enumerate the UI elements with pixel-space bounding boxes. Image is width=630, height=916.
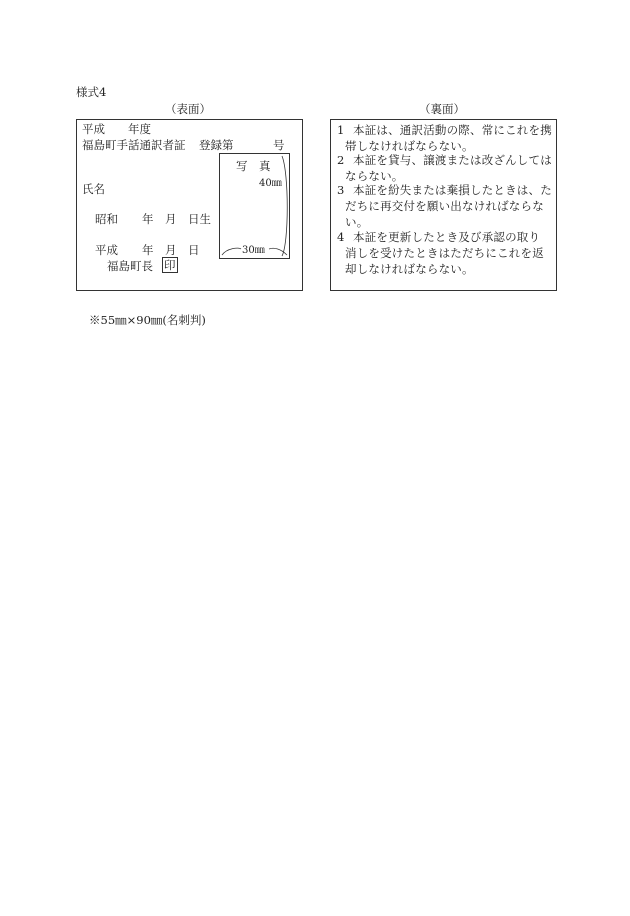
back-item-3-line1: 本証を紛失または棄損したときは、た xyxy=(353,183,552,197)
back-item-4-num: 4 xyxy=(337,230,345,244)
back-item-2 xyxy=(337,152,553,184)
issuer-title: 福島町長 xyxy=(107,259,153,273)
front-heading: （表面） xyxy=(165,102,211,116)
photo-label: 写 真 xyxy=(236,159,271,173)
back-item-2-line1: 本証を貸与、譲渡または改ざんしては xyxy=(353,153,552,167)
seal-label: 印 xyxy=(164,258,176,272)
birth-month: 月 xyxy=(165,212,177,226)
certificate-title: 福島町手話通訳者証 xyxy=(82,138,186,152)
back-item-3 xyxy=(337,182,553,230)
issue-year: 年 xyxy=(142,243,154,257)
back-item-3-num: 3 xyxy=(337,183,345,197)
birth-era: 昭和 xyxy=(95,212,118,226)
back-item-4-line3: 却しなければならない。 xyxy=(345,262,474,276)
photo-height: 40㎜ xyxy=(259,178,282,189)
issue-era: 平成 xyxy=(95,243,118,257)
registration-suffix: 号 xyxy=(273,138,285,152)
registration-label: 登録第 xyxy=(199,138,234,152)
back-item-1-line2: 帯しなければならない。 xyxy=(345,139,474,153)
back-item-1 xyxy=(337,122,553,154)
name-label: 氏名 xyxy=(82,182,105,196)
back-item-1-line1: 本証は、通訳活動の際、常にこれを携 xyxy=(353,123,552,137)
back-item-3-line3: い。 xyxy=(345,215,369,229)
back-item-3-line2: だちに再交付を願い出なければならな xyxy=(345,199,544,213)
back-item-4-line1: 本証を更新したとき及び承認の取り xyxy=(353,230,541,244)
birth-year: 年 xyxy=(142,212,154,226)
back-item-1-num: 1 xyxy=(337,123,345,137)
back-item-2-num: 2 xyxy=(337,153,345,167)
photo-width: 30㎜ xyxy=(242,245,265,256)
issue-day: 日 xyxy=(188,243,200,257)
fiscal-year: 年度 xyxy=(128,122,151,136)
back-item-4 xyxy=(337,229,553,277)
back-heading: （裏面） xyxy=(419,102,465,116)
issue-month: 月 xyxy=(165,243,177,257)
back-item-4-line2: 消しを受けたときはただちにこれを返 xyxy=(345,246,544,260)
seal-mark xyxy=(162,260,178,272)
size-footnote: ※55㎜×90㎜(名刺判) xyxy=(89,313,206,327)
back-item-2-line2: ならない。 xyxy=(345,169,404,183)
fiscal-era: 平成 xyxy=(82,122,105,136)
birth-day: 日生 xyxy=(188,212,211,226)
form-label: 様式4 xyxy=(76,85,107,99)
